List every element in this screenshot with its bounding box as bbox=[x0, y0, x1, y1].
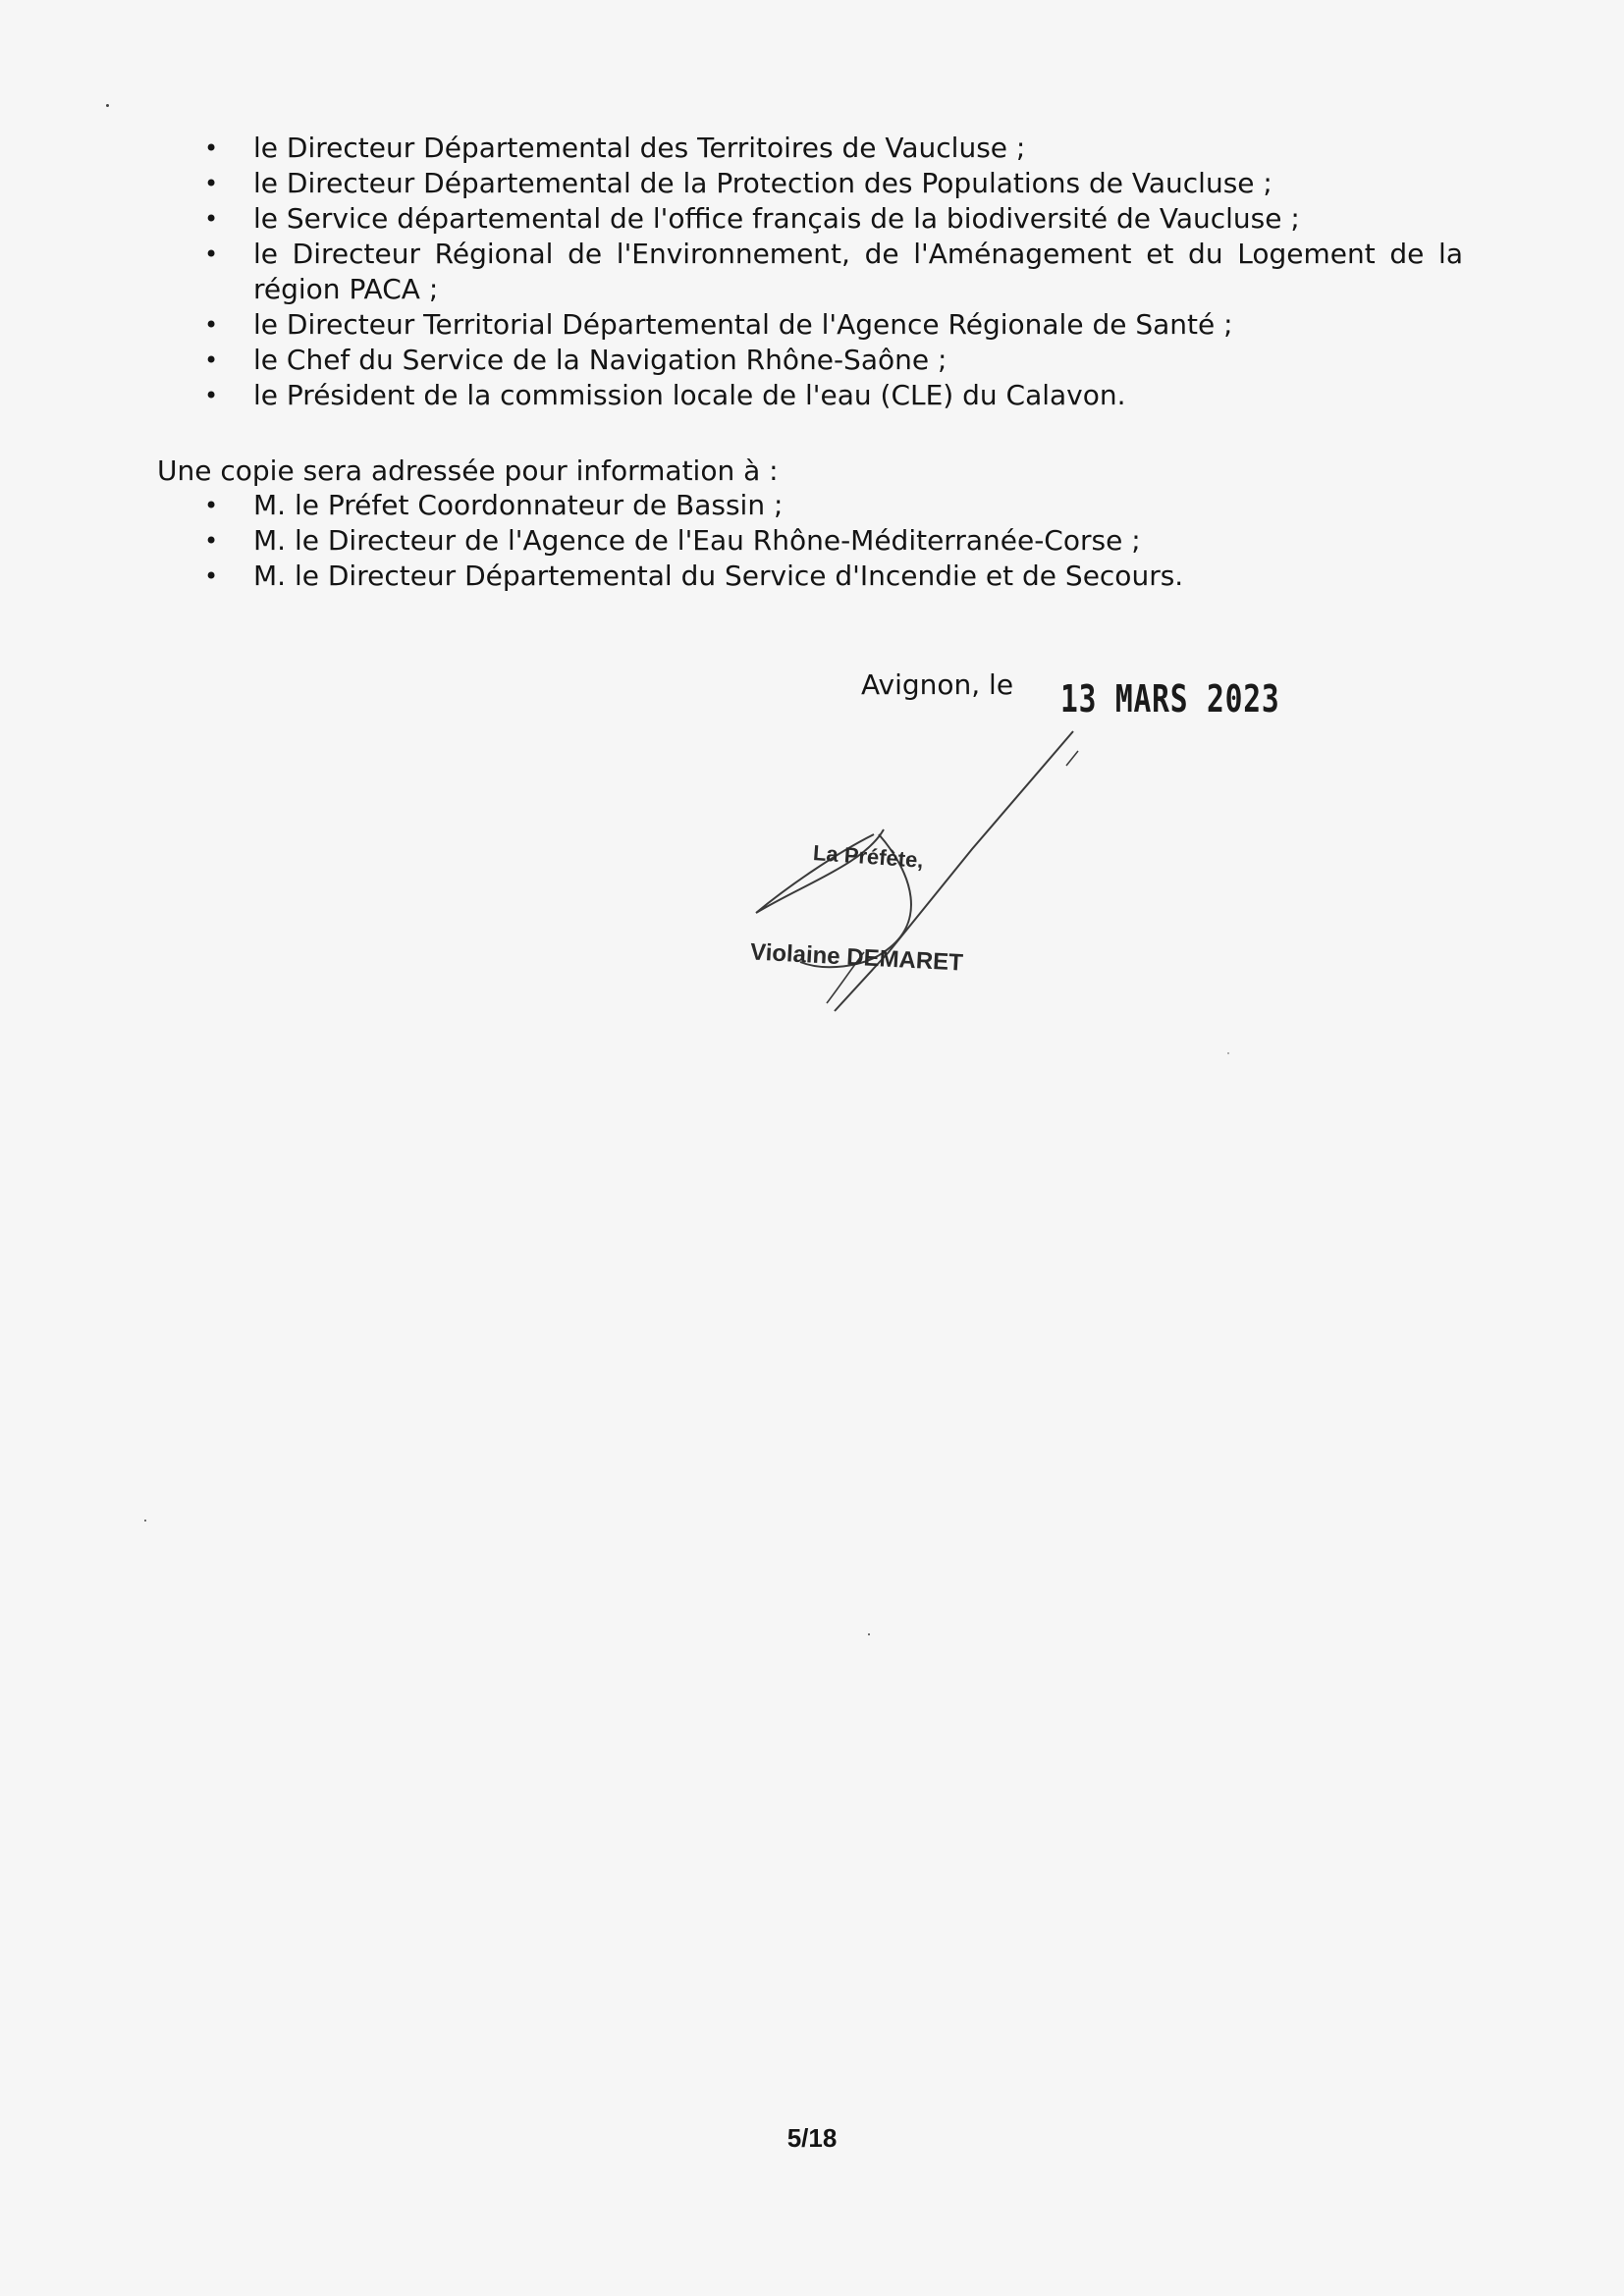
page-number: 5/18 bbox=[786, 2123, 838, 2153]
recipients-list bbox=[157, 131, 1463, 413]
bullet-icon: • bbox=[204, 562, 219, 590]
handwritten-signature bbox=[717, 726, 1090, 1021]
bullet-icon: • bbox=[204, 311, 219, 339]
place-label: Avignon, le bbox=[861, 668, 1014, 701]
scan-speck bbox=[144, 1520, 146, 1522]
bullet-icon: • bbox=[204, 347, 219, 374]
signatory-name: Violaine DEMARET bbox=[749, 938, 964, 977]
list-item bbox=[157, 559, 1463, 594]
signature-stroke bbox=[1066, 751, 1078, 766]
list-item-text: le Directeur Territorial Départemental de l'Agence Régionale de Santé ; bbox=[253, 308, 1233, 341]
list-item bbox=[157, 201, 1463, 237]
list-item-text: le Directeur Régional de l'Environnement, de l'Aménagement et du Logement de la région PACA ; bbox=[253, 238, 1463, 305]
list-item-text: le Directeur Départemental des Territoires de Vaucluse ; bbox=[253, 132, 1026, 164]
list-item bbox=[157, 488, 1463, 523]
list-item-text: le Directeur Départemental de la Protection des Populations de Vaucluse ; bbox=[253, 167, 1272, 199]
list-item-text: le Chef du Service de la Navigation Rhône-Saône ; bbox=[253, 344, 947, 376]
list-item bbox=[157, 307, 1463, 343]
bullet-icon: • bbox=[204, 240, 219, 268]
bullet-icon: • bbox=[204, 382, 219, 409]
scan-speck bbox=[106, 104, 109, 107]
bullet-icon: • bbox=[204, 170, 219, 197]
list-item-text: M. le Directeur de l'Agence de l'Eau Rhône-Méditerranée-Corse ; bbox=[253, 524, 1141, 557]
list-item-text: M. le Préfet Coordonnateur de Bassin ; bbox=[253, 489, 784, 521]
copy-intro: Une copie sera adressée pour information à : bbox=[157, 454, 779, 487]
list-item-text: le Service départemental de l'office français de la biodiversité de Vaucluse ; bbox=[253, 202, 1300, 235]
list-item bbox=[157, 378, 1463, 413]
list-item bbox=[157, 237, 1463, 307]
scan-speck bbox=[1227, 1052, 1229, 1054]
list-item bbox=[157, 343, 1463, 378]
list-item bbox=[157, 131, 1463, 166]
scan-speck bbox=[868, 1633, 870, 1635]
bullet-icon: • bbox=[204, 527, 219, 555]
copy-list bbox=[157, 488, 1463, 594]
list-item-text: le Président de la commission locale de l'eau (CLE) du Calavon. bbox=[253, 379, 1126, 411]
list-item bbox=[157, 166, 1463, 201]
signatory-title: La Préfète, bbox=[812, 840, 925, 873]
bullet-icon: • bbox=[204, 205, 219, 233]
bullet-icon: • bbox=[204, 134, 219, 162]
list-item bbox=[157, 523, 1463, 559]
list-item-text: M. le Directeur Départemental du Service d'Incendie et de Secours. bbox=[253, 560, 1184, 592]
bullet-icon: • bbox=[204, 492, 219, 519]
date-stamp: 13 MARS 2023 bbox=[1060, 677, 1280, 721]
